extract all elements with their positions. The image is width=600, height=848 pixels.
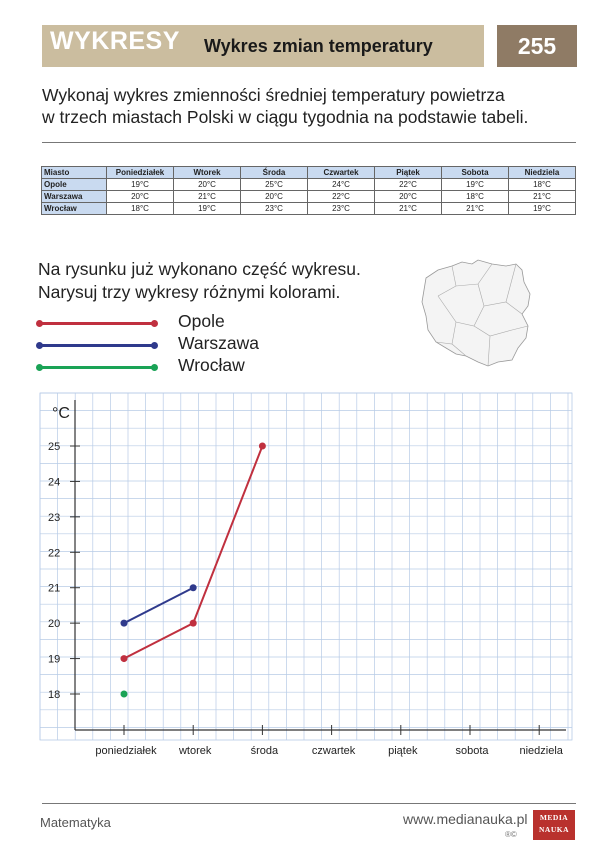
logo-line-1: MEDIA [539,813,569,822]
instruction-line-1: Wykonaj wykres zmienności średniej temperatury powietrza [42,85,505,105]
y-tick-label: 25 [48,441,61,453]
table-city: Opole [42,179,107,191]
x-tick-label: czwartek [311,745,356,757]
table-cell: 19°C [107,179,174,191]
table-col-header: Sobota [442,167,509,179]
logo-line-2: NAUKA [539,825,569,834]
table-cell: 23°C [308,203,375,215]
table-corner: Miasto [42,167,107,179]
x-tick-label: piątek [388,745,418,757]
table-cell: 18°C [442,191,509,203]
series-line [124,446,262,659]
table-cell: 22°C [308,191,375,203]
table-cell: 21°C [509,191,576,203]
table-cell: 24°C [308,179,375,191]
y-tick-label: 19 [48,653,61,666]
media-nauka-logo [533,810,575,840]
table-col-header: Czwartek [308,167,375,179]
data-point [121,620,128,627]
table-cell: 20°C [241,191,308,203]
table-cell: 20°C [107,191,174,203]
data-point [190,584,197,591]
grid-border [40,393,572,740]
table-col-header: Poniedziałek [107,167,174,179]
footer-website[interactable]: www.medianauka.pl [403,811,528,827]
table-cell: 22°C [375,179,442,191]
instruction-line-2: w trzech miastach Polski w ciągu tygodnia na podstawie tabeli. [42,107,529,127]
legend-label: Warszawa [178,333,260,353]
chart-axes [75,400,566,730]
table-cell: 25°C [241,179,308,191]
data-point [121,655,128,662]
table-cell: 18°C [107,203,174,215]
data-point [190,620,197,627]
table-cell: 19°C [174,203,241,215]
note-line-1: Na rysunku już wykonano część wykresu. [38,259,361,279]
x-tick-label: niedziela [519,745,563,757]
table-cell: 21°C [174,191,241,203]
y-tick-label: 24 [48,476,61,489]
table-cell: 20°C [174,179,241,191]
legend-label: Opole [178,311,225,331]
footer-copyright: ®© [505,830,517,839]
table-col-header: Piątek [375,167,442,179]
table-cell: 18°C [509,179,576,191]
series-line [124,588,193,623]
legend-label: Wrocław [178,355,245,375]
y-axis-label: °C [52,405,70,422]
table-cell: 23°C [241,203,308,215]
y-tick-label: 18 [48,689,61,701]
y-tick-label: 22 [48,547,61,560]
page-title: Wykres zmian temperatury [204,36,433,56]
table-cell: 21°C [442,203,509,215]
table-cell: 19°C [509,203,576,215]
y-tick-label: 20 [48,618,61,631]
x-tick-label: poniedziałek [95,745,157,757]
x-tick-label: sobota [455,745,489,757]
table-col-header: Niedziela [509,167,576,179]
section-brand: WYKRESY [50,27,180,55]
x-tick-label: wtorek [178,745,212,757]
y-tick-label: 23 [48,511,61,524]
data-point [121,691,128,698]
note-line-2: Narysuj trzy wykresy różnymi kolorami. [38,282,341,302]
footer-subject: Matematyka [40,815,111,830]
chart-grid [40,393,572,740]
x-tick-label: środa [250,745,279,757]
data-point [259,443,266,450]
table-city: Warszawa [42,191,107,203]
table-city: Wrocław [42,203,107,215]
table-col-header: Środa [241,167,308,179]
table-cell: 20°C [375,191,442,203]
exercise-number: 255 [497,25,577,67]
y-tick-label: 21 [48,582,61,595]
table-cell: 21°C [375,203,442,215]
table-col-header: Wtorek [174,167,241,179]
table-cell: 19°C [442,179,509,191]
